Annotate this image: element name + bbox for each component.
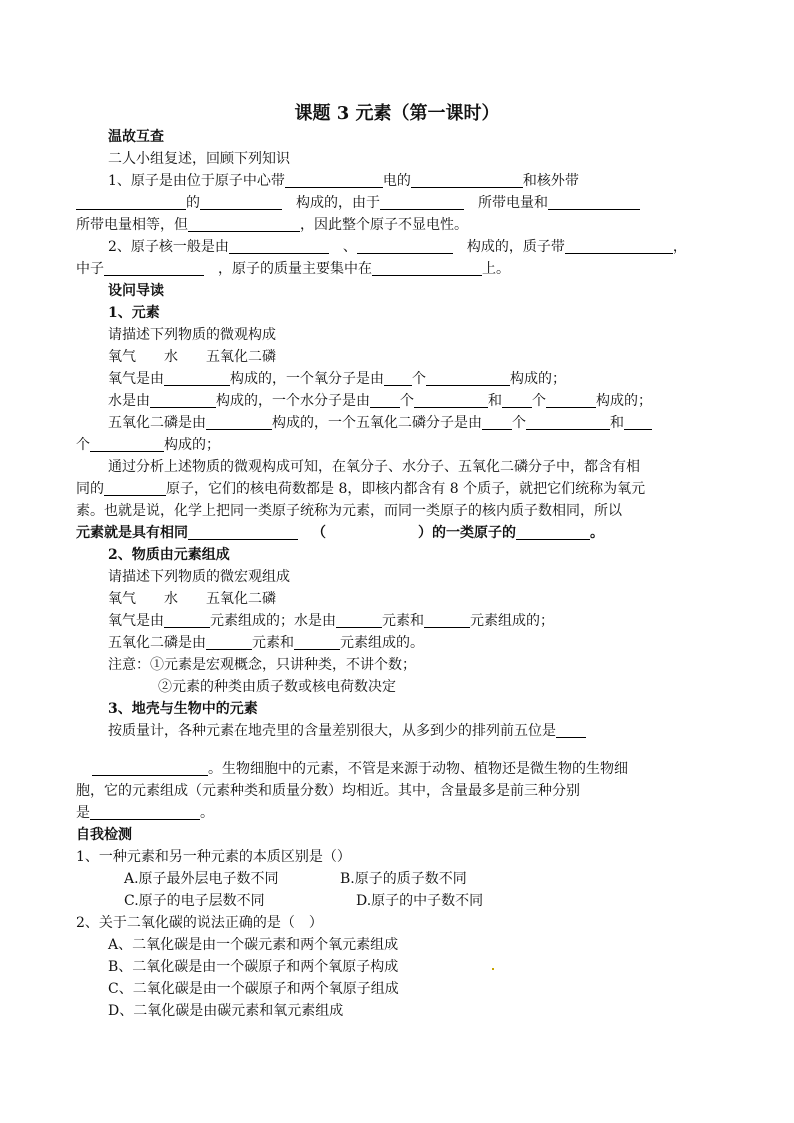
text: 和核外带: [522, 173, 579, 189]
text: 元素组成的；: [470, 613, 554, 629]
text: 同的: [76, 481, 104, 497]
blank[interactable]: [546, 393, 596, 408]
text: 、: [342, 239, 357, 255]
text: 构成的，质子带: [466, 239, 565, 255]
sec3-line-2: [92, 760, 628, 778]
blank[interactable]: [294, 635, 340, 650]
text: 水是由: [108, 393, 150, 409]
blank[interactable]: [526, 415, 610, 430]
text: 原子，它们的核电荷数都是 8，即核内都含有 8 个质子，就把它们统称为氧元: [166, 481, 646, 497]
review-intro: 二人小组复述，回顾下列知识: [108, 151, 290, 167]
blank[interactable]: [150, 393, 216, 408]
text: 和: [488, 393, 502, 409]
section-3-heading: 3、地壳与生物中的元素: [108, 701, 258, 717]
review-line-2: [76, 194, 640, 212]
sec1-para-2: [76, 480, 645, 498]
text: 按质量计，各种元素在地壳里的含量差别很大，从多到少的排列前五位是: [108, 723, 556, 739]
text: 中子: [76, 261, 104, 277]
blank[interactable]: [200, 195, 282, 210]
blank[interactable]: [516, 525, 590, 540]
text: 构成的，一个五氧化二磷分子是由: [272, 415, 482, 431]
blank[interactable]: [482, 415, 512, 430]
blank[interactable]: [384, 371, 412, 386]
sec1-prompt: 请描述下列物质的微观构成: [108, 327, 276, 343]
text: 构成的，一个氧分子是由: [230, 371, 384, 387]
sec2-note-1: 注意：①元素是宏观概念，只讲种类，不讲个数；: [108, 657, 416, 673]
text: 个: [412, 371, 426, 387]
text: 元素组成的；水是由: [210, 613, 336, 629]
sec3-line-4: [76, 804, 214, 822]
text: 五氧化二磷是由: [108, 415, 206, 431]
sec1-substances: 氧气 水 五氧化二磷: [108, 349, 276, 365]
text: 构成的；: [596, 393, 652, 409]
q1-option-a[interactable]: A.原子最外层电子数不同: [124, 871, 279, 887]
text: 和: [610, 415, 624, 431]
blank[interactable]: [229, 239, 329, 254]
sec1-para-1: 通过分析上述物质的微观构成可知，在氧分子、水分子、五氧化二磷分子中，都含有相: [108, 459, 640, 475]
text: 。生物细胞中的元素，不管是来源于动物、植物还是微生物的生物细: [208, 761, 628, 777]
check-heading: 自我检测: [76, 827, 132, 843]
blank[interactable]: [411, 173, 523, 188]
sec3-line-3: 胞，它的元素组成（元素种类和质量分数）均相近。其中，含量最多是前三种分别: [76, 783, 580, 799]
blank[interactable]: [285, 173, 383, 188]
text: 的: [186, 195, 200, 211]
blank[interactable]: [556, 723, 586, 738]
blank[interactable]: [92, 761, 208, 776]
text: 元素和: [382, 613, 424, 629]
blank[interactable]: [426, 371, 510, 386]
blank[interactable]: [104, 261, 204, 276]
blank[interactable]: [326, 525, 418, 540]
review-line-3: [76, 216, 468, 234]
text: 构成的，一个水分子是由: [216, 393, 370, 409]
text: （: [312, 525, 326, 541]
text: 构成的，由于: [296, 195, 380, 211]
q1-option-b[interactable]: B.原子的质子数不同: [340, 871, 467, 887]
sec2-line-1: [108, 612, 554, 630]
text: 构成的；: [510, 371, 566, 387]
blank[interactable]: [565, 239, 673, 254]
sec2-line-2: [108, 634, 424, 652]
text: 氧气是由: [108, 613, 164, 629]
page-title: 课题 3 元素（第一课时）: [294, 103, 500, 124]
element-definition: [76, 524, 604, 542]
blank[interactable]: [548, 195, 640, 210]
guide-heading: 设问导读: [108, 283, 164, 299]
text: ，: [672, 239, 687, 255]
q1-option-c[interactable]: C.原子的电子层数不同: [124, 893, 265, 909]
blank[interactable]: [380, 195, 464, 210]
blank[interactable]: [502, 393, 532, 408]
sec2-prompt: 请描述下列物质的微宏观组成: [108, 569, 290, 585]
question-1: 1、一种元素和另一种元素的本质区别是（）: [76, 849, 351, 865]
text: 个: [512, 415, 526, 431]
h2o-line: [108, 392, 652, 410]
review-line-5: [76, 260, 510, 278]
blank[interactable]: [424, 613, 470, 628]
o2-line: [108, 370, 566, 388]
text: ，原子的质量主要集中在: [218, 261, 372, 277]
text: 。: [200, 805, 214, 821]
blank[interactable]: [206, 635, 252, 650]
blank[interactable]: [624, 415, 652, 430]
q1-option-d[interactable]: D.原子的中子数不同: [356, 893, 484, 909]
sec2-note-2: ②元素的种类由质子数或核电荷数决定: [158, 679, 396, 695]
text: 1、原子是由位于原子中心带: [108, 173, 285, 189]
blank[interactable]: [188, 217, 300, 232]
q2-option-c[interactable]: C、二氧化碳是由一个碳原子和两个氧原子组成: [108, 981, 399, 997]
text: 所带电量相等，但: [76, 217, 188, 233]
p2o5-line: [108, 414, 652, 432]
text: 电的: [382, 173, 411, 189]
text: 2、原子核一般是由: [108, 239, 229, 255]
blank[interactable]: [370, 393, 400, 408]
text: 元素和: [252, 635, 294, 651]
blank[interactable]: [372, 261, 482, 276]
text: 构成的；: [164, 437, 220, 453]
review-line-4: [108, 238, 687, 256]
q2-option-b[interactable]: B、二氧化碳是由一个碳原子和两个氧原子构成: [108, 959, 399, 975]
review-heading: 温故互查: [108, 129, 164, 145]
sec3-line-1: [108, 722, 586, 740]
sec2-substances: 氧气 水 五氧化二磷: [108, 591, 276, 607]
blank[interactable]: [357, 239, 453, 254]
text: 个: [532, 393, 546, 409]
text: ，因此整个原子不显电性。: [300, 217, 468, 233]
q2-option-a[interactable]: A、二氧化碳是由一个碳元素和两个氧元素组成: [108, 937, 399, 953]
blank[interactable]: [164, 613, 210, 628]
question-2: 2、关于二氧化碳的说法正确的是（ ）: [76, 915, 323, 931]
stray-dot: [492, 968, 494, 970]
blank[interactable]: [164, 371, 230, 386]
blank[interactable]: [206, 415, 272, 430]
blank[interactable]: [414, 393, 488, 408]
blank[interactable]: [90, 437, 164, 452]
sec1-para-3: 素。也就是说，化学上把同一类原子统称为元素，而同一类原子的核内质子数相同，所以: [76, 503, 622, 519]
section-1-heading: 1、元素: [108, 305, 160, 321]
text: 上。: [482, 261, 510, 277]
blank[interactable]: [90, 805, 200, 820]
text: 是: [76, 805, 90, 821]
blank[interactable]: [104, 481, 166, 496]
blank[interactable]: [188, 525, 298, 540]
text: 所带电量和: [478, 195, 548, 211]
review-line-1: [108, 172, 579, 190]
text: 元素就是具有相同: [76, 525, 188, 541]
p2o5-line-cont: [76, 436, 220, 454]
text: 元素组成的。: [340, 635, 424, 651]
text: 五氧化二磷是由: [108, 635, 206, 651]
text: 氧气是由: [108, 371, 164, 387]
text: 。: [590, 525, 604, 541]
text: ）的一类原子的: [418, 525, 516, 541]
text: 个: [76, 437, 90, 453]
blank[interactable]: [76, 195, 186, 210]
section-2-heading: 2、物质由元素组成: [108, 547, 230, 563]
q2-option-d[interactable]: D、二氧化碳是由碳元素和氧元素组成: [108, 1003, 344, 1019]
text: 个: [400, 393, 414, 409]
blank[interactable]: [336, 613, 382, 628]
